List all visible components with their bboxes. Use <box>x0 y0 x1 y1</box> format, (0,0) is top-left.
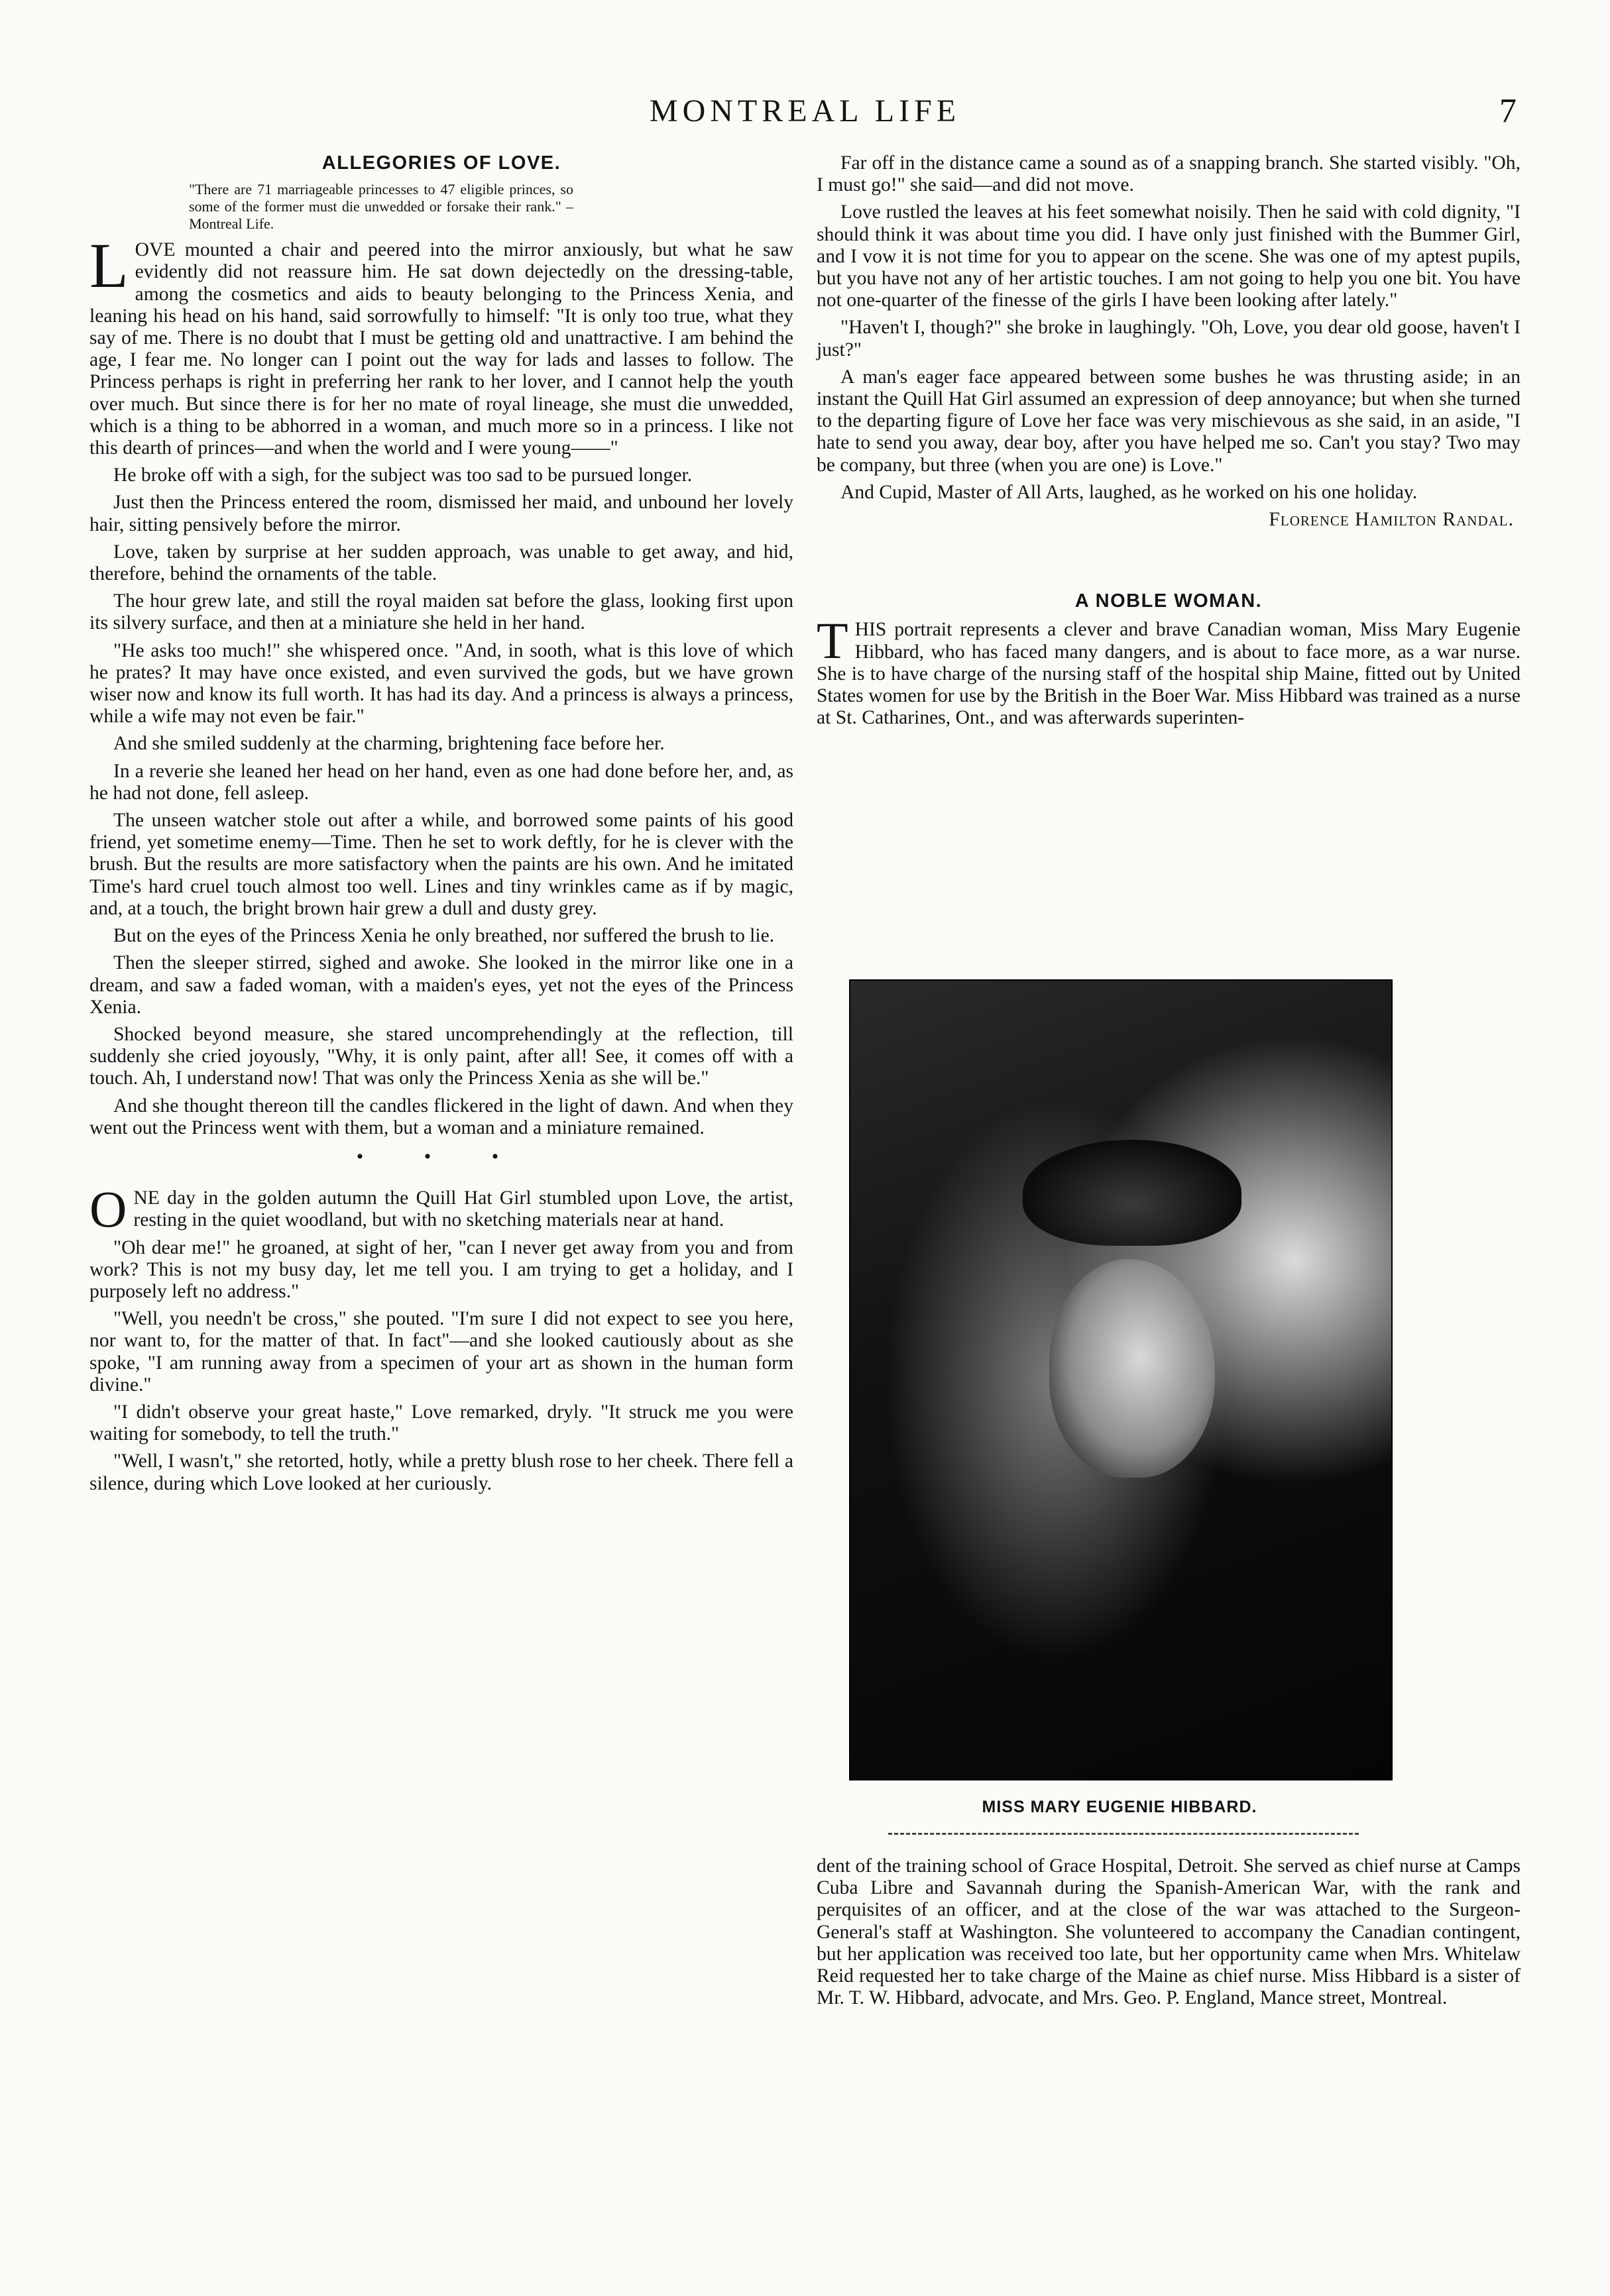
allegories-paragraph: Far off in the distance came a sound as of a snapping branch. She started visibly. "Oh, I must go!" she said—and did not move. <box>817 152 1521 196</box>
allegories-paragraph: "Well, you needn't be cross," she pouted. "I'm sure I did not expect to see you here, nor want to, for the matter of that. In fact"—and she looked cautiously about as she spoke, "I am running away from a specimen of your art as shown in the human form divine." <box>89 1308 793 1395</box>
portrait-caption: MISS MARY EUGENIE HIBBARD. <box>982 1798 1257 1816</box>
allegories-paragraph: In a reverie she leaned her head on her hand, even as one had done before her, and, as he had not done, fell asleep. <box>89 760 793 804</box>
portrait-photo <box>849 979 1393 1780</box>
allegories-paragraph: He broke off with a sigh, for the subject was too sad to be pursued longer. <box>113 465 693 486</box>
allegories-paragraph: And Cupid, Master of All Arts, laughed, as he worked on his one holiday. <box>840 481 1418 503</box>
allegories-paragraph: LOVE mounted a chair and peered into the mirror anxiously, but what he saw evidently did not reassure him. He sat down dejectedly on the dressing-table, among the cosmetics and aids to beauty belonging to the Princess Xenia, and leaning his head on his hand, said sorrowfully to himself: "It is only too true, what they say of me. There is no doubt that I must be getting old and unattractive. I am behind the age, I fear me. No longer can I point out the way for lads and lasses to follow. The Princess perhaps is right in preferring her rank to her lover, and I cannot help the youth over much. But since there is for her no mate of royal lineage, she must die unwedded, which is a thing to be abhorred in a woman, and much more so in a princess. I like not this dearth of princes—and when the world and I were young——" <box>89 230 793 459</box>
allegories-paragraph: Love, taken by surprise at her sudden approach, was unable to get away, and hid, therefore, behind the ornaments of the table. <box>89 541 793 585</box>
portrait-face-shape <box>1049 1259 1215 1478</box>
portrait-hat-shape <box>1023 1140 1241 1246</box>
right-column-bottom <box>817 1855 1521 2014</box>
allegories-paragraph: "Oh dear me!" he groaned, at sight of her, "can I never get away from you and from work? This is not my busy day, let me tell you. I am trying to get a holiday, and I purposely left no address." <box>89 1236 793 1302</box>
left-column <box>89 152 793 1500</box>
drop-cap: T <box>817 612 848 670</box>
allegories-paragraph: Just then the Princess entered the room, dismissed her maid, and unbound her lovely hair, sitting pensively before the mirror. <box>89 492 793 535</box>
allegories-paragraph: But on the eyes of the Princess Xenia he only breathed, nor suffered the brush to lie. <box>113 925 775 947</box>
allegories-title: ALLEGORIES OF LOVE. <box>321 152 561 174</box>
running-title: MONTREAL LIFE <box>649 93 961 129</box>
noble-woman-paragraph: THIS portrait represents a clever and brave Canadian woman, Miss Mary Eugenie Hibbard, who has faced many dangers, and is about to face more, as a war nurse. She is to have charge of the nursing staff of the hospital ship Maine, fitted out by United States women for use by the British in the Boer War. Miss Hibbard was trained as a nurse at St. Catharines, Ont., and was afterwards superinten- <box>817 612 1521 729</box>
noble-woman-paragraph: dent of the training school of Grace Hospital, Detroit. She served as chief nurse at Camps Cuba Libre and Savannah during the Spanish-American War, with the rank and perquisites of an officer, and at the close of the war was attached to the Surgeon-General's staff at Washington. She volunteered to accompany the Canadian contingent, but her application was received too late, but her opportunity came when Mrs. Whitelaw Reid requested her to take charge of the Maine as chief nurse. Miss Hibbard is a sister of Mr. T. W. Hibbard, advocate, and Mrs. Geo. P. England, Mance street, Montreal. <box>817 1855 1521 2009</box>
allegories-paragraph: A man's eager face appeared between some bushes he was thrusting aside; in an instant the Quill Hat Girl assumed an expression of deep annoyance; but when she turned to the departing figure of Love her face was very mischievous as she said, in an aside, "I hate to send you away, dear boy, after you have helped me so. Can't you stay? Two may be company, but three (when you are one) is Love." <box>817 366 1521 476</box>
allegories-paragraph: And she smiled suddenly at the charming, brightening face before her. <box>113 733 665 755</box>
allegories-paragraph: "I didn't observe your great haste," Love remarked, dryly. "It struck me you were waiting for somebody, to tell the truth." <box>89 1401 793 1445</box>
page-number: 7 <box>1499 92 1517 130</box>
caption-rule <box>888 1833 1359 1835</box>
allegories-paragraph: The hour grew late, and still the royal maiden sat before the glass, looking first upon its silvery surface, and then at a miniature she held in her hand. <box>89 590 793 634</box>
author-signature: Florence Hamilton Randal. <box>1269 509 1514 531</box>
allegories-paragraph: "He asks too much!" she whispered once. "And, in sooth, what is this love of which he prates? It may have once existed, and even survived the gods, but we have grown wiser now and know its full worth. It has had its day. And a princess is always a princess, while a wife may not even be fair." <box>89 639 793 728</box>
allegories-epigraph: "There are 71 marriageable princesses to 47 eligible princes, so some of the former must die unwedded or forsake their rank." –Montreal Life. <box>189 181 573 233</box>
section-divider-dots: • • • <box>356 1145 527 1168</box>
allegories-paragraph: "Haven't I, though?" she broke in laughingly. "Oh, Love, you dear old goose, haven't I just?" <box>817 317 1521 360</box>
noble-woman-title: A NOBLE WOMAN. <box>1074 590 1263 612</box>
allegories-paragraph: The unseen watcher stole out after a while, and borrowed some paints of his good friend, yet sometime enemy—Time. Then he set to work deftly, for he is clever with the brush. But the results are more satisfactory when the paints are his own. And he imitated Time's hard cruel touch almost too well. Lines and tiny wrinkles came as if by magic, and, at a touch, the bright brown hair grew a dull and dusty grey. <box>89 810 793 919</box>
drop-cap: L <box>89 230 129 301</box>
right-column-top <box>817 152 1521 734</box>
allegories-paragraph: Love rustled the leaves at his feet somewhat noisily. Then he said with cold dignity, "I should think it was about time you did. I have only just finished with the Bummer Girl, and I vow it is not time for you to appear on the scene. She was one of my aptest pupils, but you have not any of her artistic touches. I am not going to help you one bit. You have not one-quarter of the finesse of the girls I have been looking after lately." <box>817 201 1521 311</box>
allegories-paragraph: ONE day in the golden autumn the Quill Hat Girl stumbled upon Love, the artist, resting in the quiet woodland, but with no sketching materials near at hand. <box>89 1180 793 1238</box>
allegories-paragraph: "Well, I wasn't," she retorted, hotly, while a pretty blush rose to her cheek. There fell a silence, during which Love looked at her curiously. <box>89 1450 793 1494</box>
drop-cap: O <box>89 1180 127 1238</box>
allegories-paragraph: Then the sleeper stirred, sighed and awoke. She looked in the mirror like one in a dream, and saw a faded woman, with a maiden's eyes, yet not the eyes of the Princess Xenia. <box>89 952 793 1018</box>
allegories-paragraph: Shocked beyond measure, she stared uncomprehendingly at the reflection, till suddenly she cried joyously, "Why, it is only paint, after all! See, it comes off with a touch. Ah, I understand now! That was only the Princess Xenia as she will be." <box>89 1023 793 1089</box>
allegories-paragraph: And she thought thereon till the candles flickered in the light of dawn. And when they went out the Princess went with them, but a woman and a miniature remained. <box>89 1095 793 1138</box>
